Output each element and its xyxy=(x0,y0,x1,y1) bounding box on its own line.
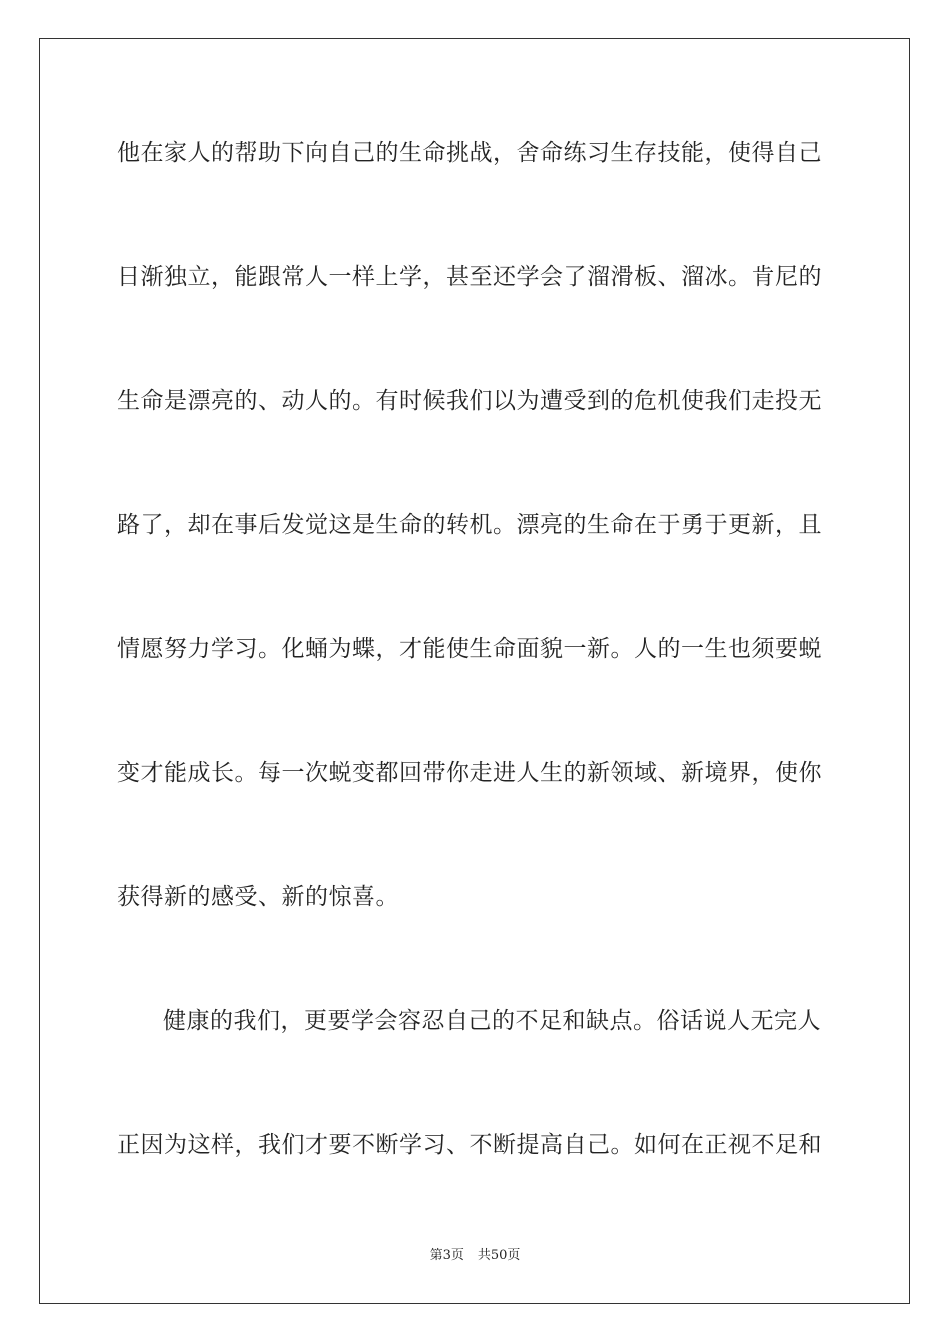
paragraph2-line-2: 正因为这样，我们才要不断学习、不断提高自己。如何在正视不足和 xyxy=(117,1132,822,1158)
paragraph-line-1: 他在家人的帮助下向自己的生命挑战，舍命练习生存技能，使得自己 xyxy=(117,140,822,166)
paragraph-line-5: 情愿努力学习。化蛹为蝶，才能使生命面貌一新。人的一生也须要蜕 xyxy=(117,636,822,662)
paragraph-line-7: 获得新的感受、新的惊喜。 xyxy=(117,884,399,910)
page-footer xyxy=(0,1247,950,1265)
page-number: 第3页 xyxy=(429,1248,464,1263)
page-border xyxy=(39,38,910,1304)
paragraph-line-3: 生命是漂亮的、动人的。有时候我们以为遭受到的危机使我们走投无 xyxy=(117,388,822,414)
paragraph2-line-1: 健康的我们，更要学会容忍自己的不足和缺点。俗话说人无完人 xyxy=(163,1008,821,1034)
paragraph-line-4: 路了，却在事后发觉这是生命的转机。漂亮的生命在于勇于更新，且 xyxy=(117,512,822,538)
paragraph-line-6: 变才能成长。每一次蜕变都回带你走进人生的新领域、新境界，使你 xyxy=(117,760,822,786)
page-total: 共50页 xyxy=(477,1248,521,1263)
paragraph-line-2: 日渐独立，能跟常人一样上学，甚至还学会了溜滑板、溜冰。肯尼的 xyxy=(117,264,822,290)
